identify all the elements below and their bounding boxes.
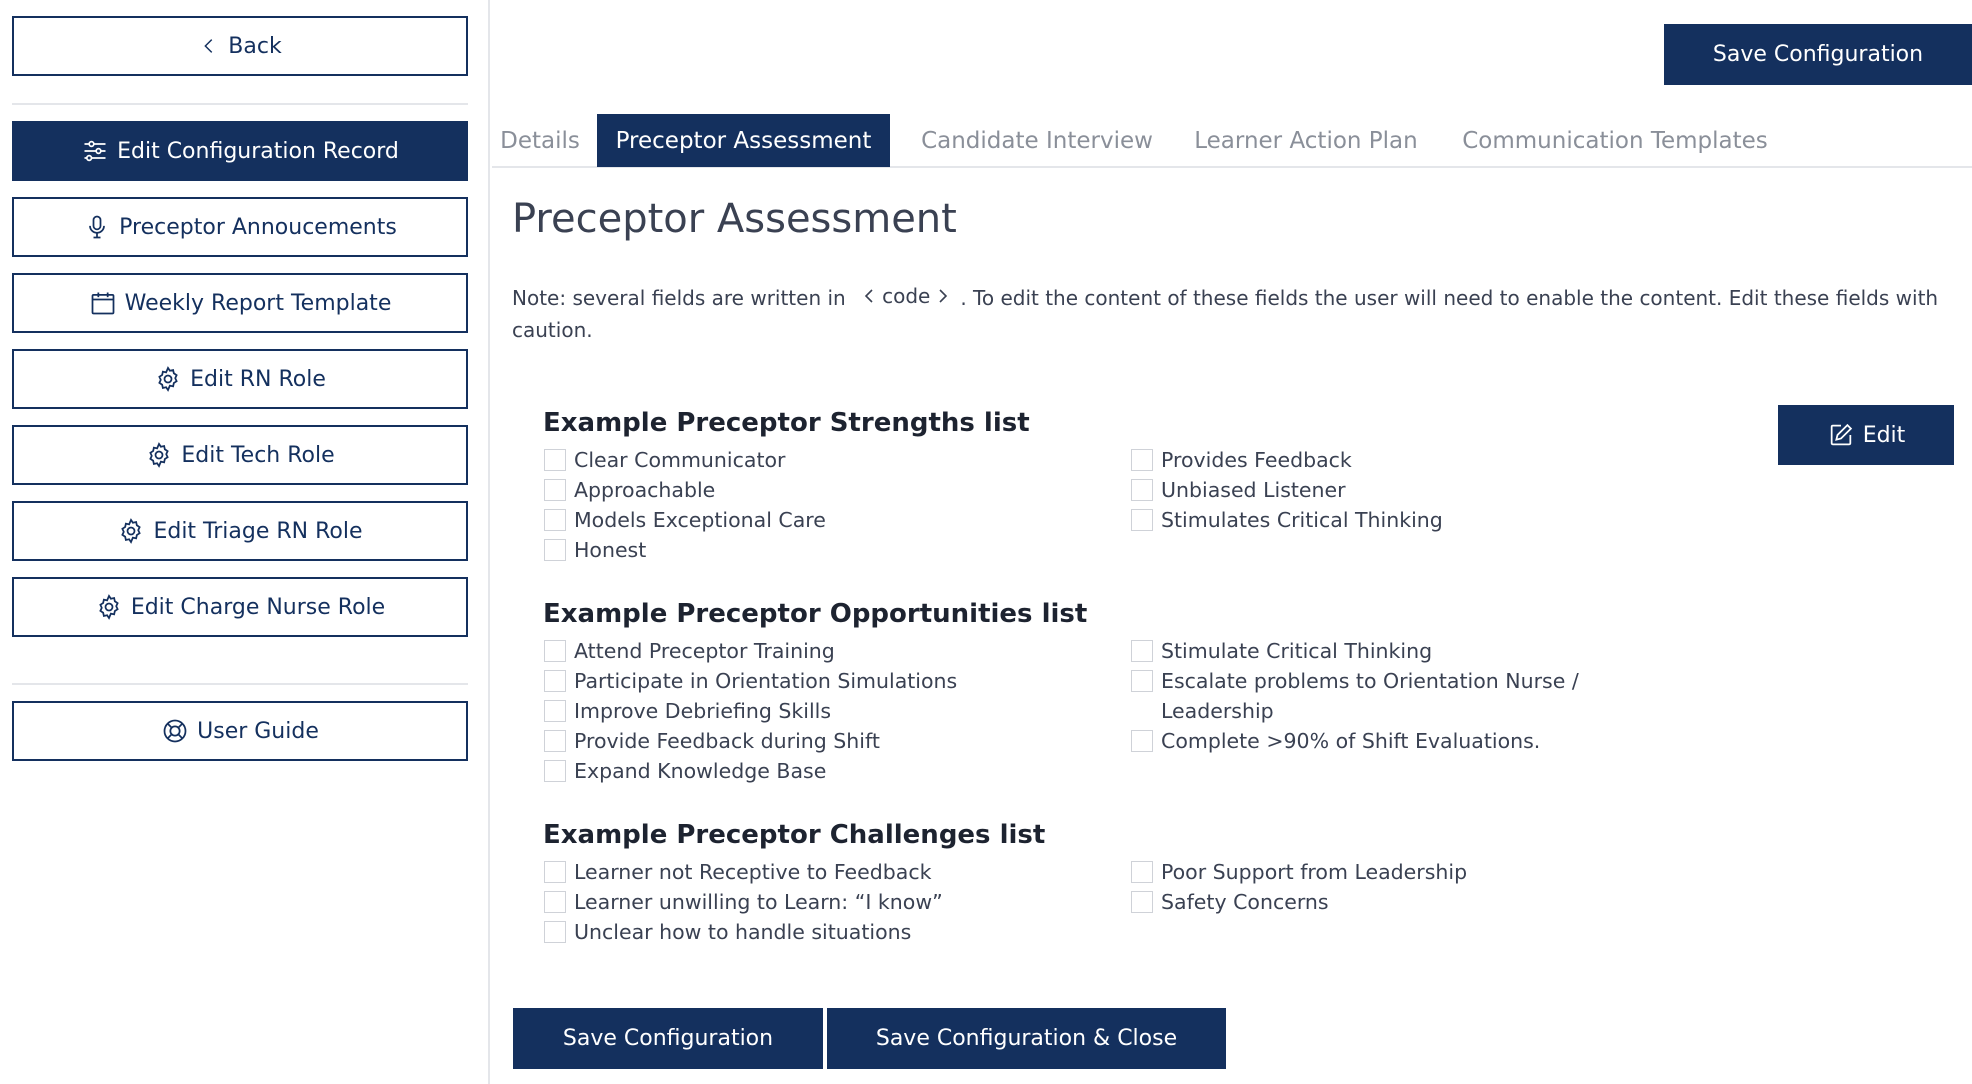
sidebar-divider [12, 103, 468, 105]
list-item-label: Learner not Receptive to Feedback [574, 860, 932, 884]
tab-communication-templates[interactable]: Communication Templates [1462, 127, 1768, 154]
list-item [544, 636, 835, 666]
sidebar-item-label: Edit Configuration Record [117, 138, 399, 164]
gear-icon [117, 517, 145, 545]
checkbox[interactable] [544, 539, 566, 561]
checkbox[interactable] [1131, 449, 1153, 471]
list-item [544, 696, 831, 726]
checkbox[interactable] [544, 760, 566, 782]
list-item [544, 535, 646, 565]
list-item [1131, 505, 1443, 535]
edit-label: Edit [1862, 422, 1906, 448]
chevron-left-icon [198, 35, 220, 57]
checkbox[interactable] [1131, 861, 1153, 883]
list-item-label: Improve Debriefing Skills [574, 699, 832, 723]
checkbox[interactable] [544, 891, 566, 913]
sidebar-item-edit-tech-role[interactable] [12, 425, 468, 485]
list-item-label: Poor Support from Leadership [1161, 860, 1468, 884]
checkbox[interactable] [544, 700, 566, 722]
checkbox[interactable] [544, 730, 566, 752]
list-item-label: Learner unwilling to Learn: “I know” [574, 890, 943, 914]
checkbox[interactable] [1131, 479, 1153, 501]
list-item [544, 917, 911, 947]
list-item [1131, 475, 1346, 505]
sidebar-item-preceptor-announcements[interactable] [12, 197, 468, 257]
checkbox[interactable] [544, 921, 566, 943]
sidebar [0, 0, 490, 1084]
list-item-label: Participate in Orientation Simulations [574, 669, 958, 693]
sidebar-item-edit-triage-rn-role[interactable] [12, 501, 468, 561]
list-item [1131, 636, 1432, 666]
sidebar-item-edit-charge-nurse-role[interactable] [12, 577, 468, 637]
checkbox[interactable] [544, 509, 566, 531]
list-item [544, 756, 826, 786]
sidebar-item-label: Edit Triage RN Role [153, 518, 363, 544]
sidebar-item-label: Edit Tech Role [181, 442, 335, 468]
tab-preceptor-assessment[interactable]: Preceptor Assessment [597, 114, 890, 167]
tab-learner-action-plan[interactable]: Learner Action Plan [1194, 127, 1418, 154]
list-item-label: Safety Concerns [1161, 890, 1329, 914]
sidebar-item-label: Edit RN Role [190, 366, 326, 392]
sidebar-item-edit-rn-role[interactable] [12, 349, 468, 409]
gear-icon [95, 593, 123, 621]
save-configuration-button[interactable]: Save Configuration [513, 1008, 823, 1069]
list-item-label: Provides Feedback [1161, 448, 1352, 472]
list-item [1131, 726, 1540, 756]
list-item [1131, 887, 1329, 917]
calendar-icon [89, 289, 117, 317]
sidebar-item-edit-configuration-record[interactable] [12, 121, 468, 181]
list-item [544, 726, 880, 756]
strengths-section-title: Example Preceptor Strengths list [543, 408, 1030, 438]
note-before: Note: several fields are written in [512, 286, 846, 310]
microphone-icon [83, 213, 111, 241]
list-item [1131, 445, 1352, 475]
sidebar-divider [12, 683, 468, 685]
list-item [1131, 857, 1467, 887]
list-item [544, 887, 943, 917]
checkbox[interactable] [544, 479, 566, 501]
tab-bar [492, 114, 1972, 168]
back-label: Back [228, 33, 282, 59]
checkbox[interactable] [1131, 640, 1153, 662]
opportunities-section-title: Example Preceptor Opportunities list [543, 599, 1088, 629]
list-item-label: Stimulate Critical Thinking [1161, 639, 1433, 663]
checkbox[interactable] [544, 670, 566, 692]
checkbox[interactable] [1131, 891, 1153, 913]
list-item-label: Unbiased Listener [1161, 478, 1346, 502]
list-item [544, 666, 957, 696]
list-item-label: Escalate problems to Orientation Nurse / Leadership [1161, 669, 1579, 723]
edit-icon [1827, 421, 1855, 449]
page-title: Preceptor Assessment [512, 196, 957, 242]
list-item [544, 475, 715, 505]
list-item-label: Clear Communicator [574, 448, 786, 472]
list-item-label: Provide Feedback during Shift [574, 729, 880, 753]
list-item-label: Unclear how to handle situations [574, 920, 912, 944]
chevron-left-icon [862, 287, 876, 305]
list-item-label: Honest [574, 538, 647, 562]
list-item-label: Expand Knowledge Base [574, 759, 827, 783]
list-item [1131, 666, 1641, 726]
sliders-icon [81, 137, 109, 165]
edit-button[interactable] [1778, 405, 1954, 465]
checkbox[interactable] [1131, 509, 1153, 531]
list-item-label: Attend Preceptor Training [574, 639, 835, 663]
tab-details[interactable]: Details [500, 127, 580, 154]
checkbox[interactable] [1131, 730, 1153, 752]
list-item-label: Approachable [574, 478, 716, 502]
lifebuoy-icon [161, 717, 189, 745]
sidebar-item-label: Weekly Report Template [124, 290, 392, 316]
checkbox[interactable] [1131, 670, 1153, 692]
list-item [544, 445, 785, 475]
gear-icon [154, 365, 182, 393]
list-item-label: Complete >90% of Shift Evaluations. [1161, 729, 1541, 753]
save-configuration-close-button[interactable]: Save Configuration & Close [827, 1008, 1226, 1069]
list-item [544, 505, 826, 535]
sidebar-item-label: Preceptor Annoucements [119, 214, 397, 240]
list-item-label: Stimulates Critical Thinking [1161, 508, 1443, 532]
checkbox[interactable] [544, 861, 566, 883]
challenges-section-title: Example Preceptor Challenges list [543, 820, 1046, 850]
list-item-label: Models Exceptional Care [574, 508, 826, 532]
checkbox[interactable] [544, 640, 566, 662]
tab-candidate-interview[interactable]: Candidate Interview [921, 127, 1153, 154]
note-after: . To edit the content of these fields the user will need to enable the content. Edit these fields with caution. [512, 286, 1939, 342]
list-item [544, 857, 932, 887]
save-configuration-button-top[interactable]: Save Configuration [1664, 24, 1972, 85]
sidebar-item-label: Edit Charge Nurse Role [130, 594, 386, 620]
code-label: code [882, 284, 931, 308]
user-guide-label: User Guide [197, 718, 319, 744]
sidebar-item-weekly-report-template[interactable] [12, 273, 468, 333]
back-button[interactable] [12, 16, 468, 76]
code-chip [862, 280, 950, 312]
note-text [512, 280, 1952, 346]
user-guide-button[interactable] [12, 701, 468, 761]
checkbox[interactable] [544, 449, 566, 471]
gear-icon [145, 441, 173, 469]
chevron-right-icon [936, 287, 950, 305]
